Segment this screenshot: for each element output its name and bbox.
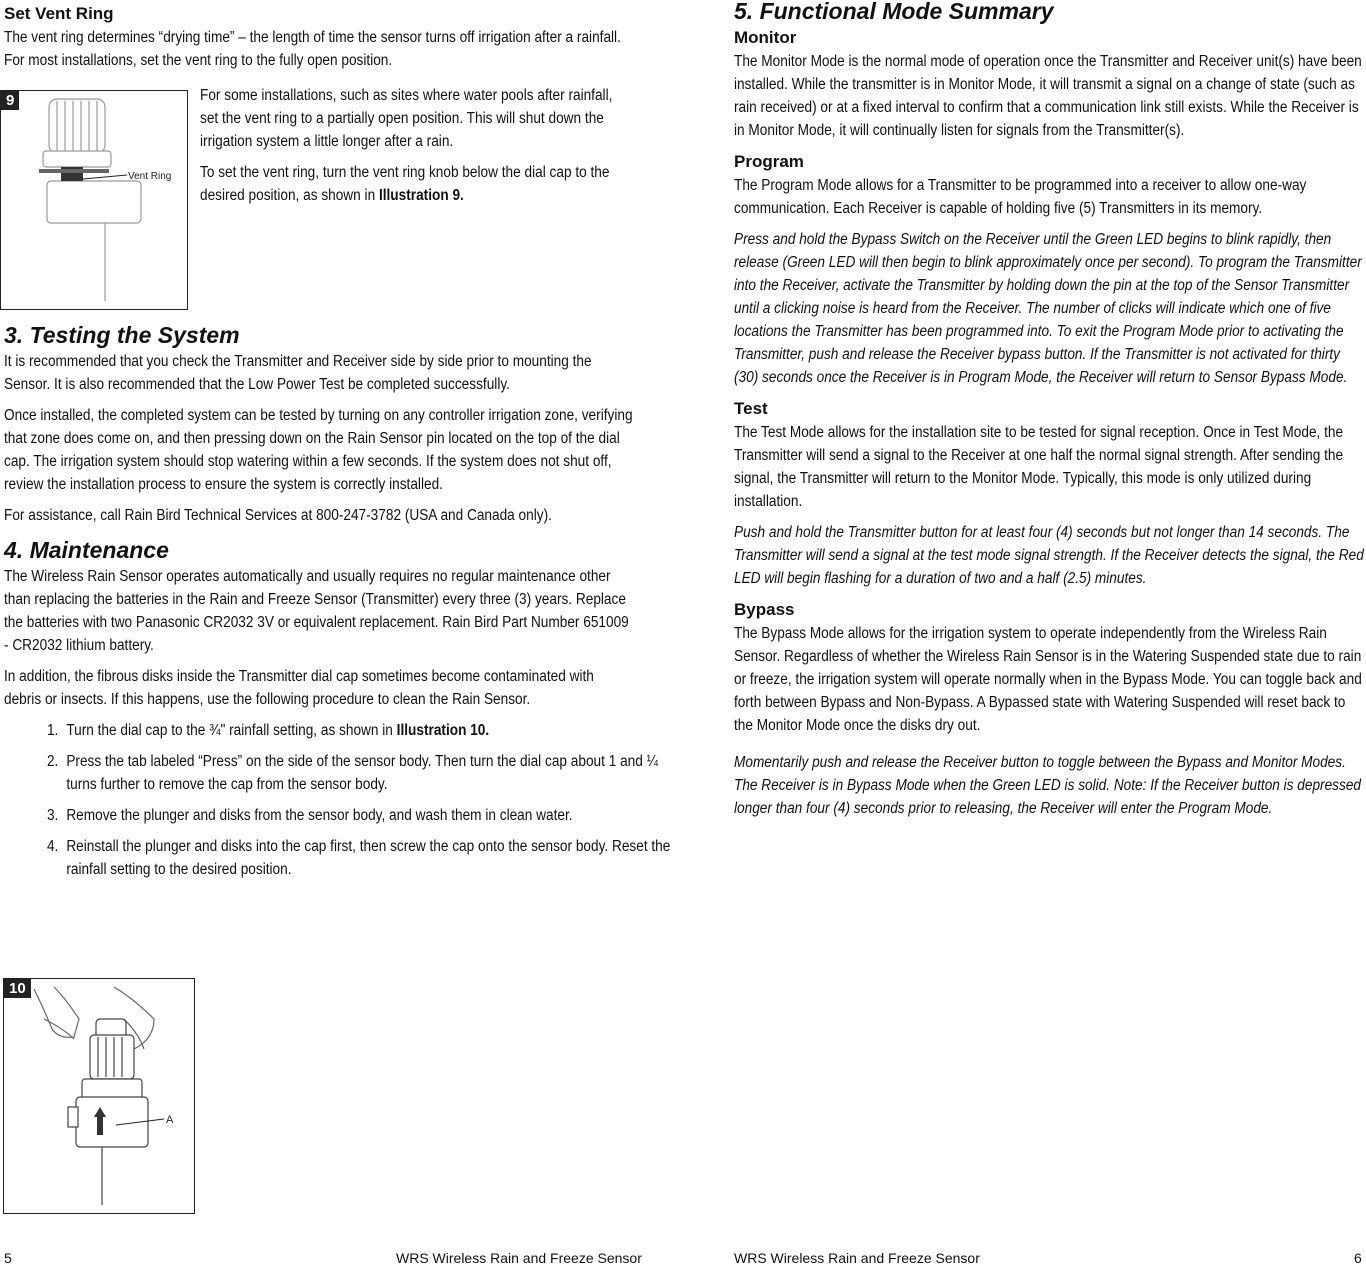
right-footer-page-number: 6 — [1354, 1250, 1362, 1266]
bypass-paragraph-1: The Bypass Mode allows for the irrigation system to operate independently from the Wireless Rain Sensor. Regardless of whether the Wireless Rain Sensor is in the Watering Suspended state due to rain or freeze, the irrigation system will operate normally when in the Bypass Mode. You can toggle back and forth between Bypass and Non-Bypass. A Bypassed state with Watering Suspended will reset back to the Monitor Mode once the disks dry out. — [734, 625, 1362, 734]
illustration-9 — [0, 90, 188, 310]
vent-ring-paragraph-3: To set the vent ring, turn the vent ring knob below the dial cap to the desired position, as shown in Illustration 9. — [200, 164, 610, 204]
maintenance-step: 1. Turn the dial cap to the ¾" rainfall setting, as shown in Illustration 10. — [46, 722, 490, 739]
right-page — [734, 0, 1364, 828]
left-footer-page-number: 5 — [4, 1250, 12, 1266]
vent-ring-part — [39, 167, 109, 181]
vent-ring-paragraph-2: For some installations, such as sites where water pools after rainfall, set the vent ring to a partially open position. This will shut down the irrigation system a little longer after a rain. — [200, 87, 613, 150]
program-paragraph-2: Press and hold the Bypass Switch on the Receiver until the Green LED begins to blink rapidly, then release (Green LED will then begin to blink approximately once per second). To program the Transmitter into the Receiver, activate the Transmitter by holding down the pin at the top of the Sensor Transmitter until a clicking noise is heard from the Receiver. The number of clicks will indicate which one of five locations the Transmitter has been programmed into. To exit the Program Mode prior to activating the Transmitter, push and release the Receiver bypass button. If the Transmitter is not activated for thirty (30) seconds once the Receiver is in Program Mode, the Receiver will return to Sensor Bypass Mode. — [734, 231, 1362, 386]
right-footer-title: WRS Wireless Rain and Freeze Sensor — [734, 1250, 980, 1266]
test-paragraph-1: The Test Mode allows for the installation site to be tested for signal reception. Once in Test Mode, the Transmitter will send a signal to the Receiver at one half the normal signal strength. After sending the signal, the Transmitter will return to the Monitor Mode. Typically, this mode is only utilized during installation. — [734, 424, 1344, 510]
testing-paragraph-2: Once installed, the completed system can be tested by turning on any controller irrigation zone, verifying that zone does come on, and then pressing down on the Rain Sensor pin located on the top of the dial cap. The irrigation system should stop watering within a few seconds. If the system does not shut off, review the installation process to ensure the system is correctly installed. — [4, 407, 633, 493]
monitor-heading: Monitor — [734, 28, 797, 47]
vent-ring-diagram — [1, 91, 187, 309]
test-paragraph-2: Push and hold the Transmitter button for at least four (4) seconds but not longer than 14 seconds. The Transmitter will send a signal at the test mode signal strength. If the Receiver detects the signal, the Red LED will begin flashing for a duration of two and a half (2.5) minutes. — [734, 524, 1364, 587]
testing-paragraph-1: It is recommended that you check the Transmitter and Receiver side by side prior to mounting the Sensor. It is also recommended that the Low Power Test be completed successfully. — [4, 353, 592, 393]
bypass-paragraph-2: Momentarily push and release the Receiver button to toggle between the Bypass and Monitor Modes. The Receiver is in Bypass Mode when the Green LED is solid. Note: If the Receiver button is depressed longer than four (4) seconds prior to releasing, the Receiver will enter the Program Mode. — [734, 754, 1361, 817]
maintenance-step: 3. Remove the plunger and disks from the sensor body, and wash them in clean water. — [46, 807, 573, 824]
maintenance-heading: 4. Maintenance — [4, 537, 169, 563]
maintenance-step: 2. Press the tab labeled “Press” on the side of the sensor body. Then turn the dial cap about 1 and ¼ turns further to remove the cap from the sensor body. — [46, 753, 659, 793]
monitor-paragraph: The Monitor Mode is the normal mode of operation once the Transmitter and Receiver unit(s) have been installed. While the transmitter is in Monitor Mode, it will transmit a signal on a change of state (such as rain received) or at a fixed interval to confirm that a communication link still exists. While the Receiver is in Monitor Mode, it will continually listen for signals from the Transmitter(s). — [734, 53, 1362, 139]
left-page-lower — [4, 320, 671, 889]
test-heading: Test — [734, 399, 768, 418]
vent-ring-label: Vent Ring — [128, 171, 172, 182]
maintenance-steps — [47, 719, 677, 881]
vent-ring-side-text — [200, 84, 630, 215]
functional-mode-heading: 5. Functional Mode Summary — [734, 0, 1054, 24]
set-vent-ring-paragraph: The vent ring determines “drying time” – the length of time the sensor turns off irrigation after a rainfall. For most installations, set the vent ring to the fully open position. — [4, 29, 621, 69]
maintenance-paragraph-1: The Wireless Rain Sensor operates automatically and usually requires no regular maintenance other than replacing the batteries in the Rain and Freeze Sensor (Transmitter) every three (3) years. Replace the batteries with two Panasonic CR2032 3V or equivalent replacement. Rain Bird Part Number 651009 - CR2032 lithium battery. — [4, 568, 629, 654]
illustration-10 — [3, 978, 195, 1214]
maintenance-step: 4. Reinstall the plunger and disks into the cap first, then screw the cap onto the sensor body. Reset the rainfall setting to the desired position. — [46, 838, 671, 878]
callout-a-label: A — [166, 1114, 174, 1126]
left-footer-title: WRS Wireless Rain and Freeze Sensor — [396, 1250, 642, 1266]
testing-paragraph-3: For assistance, call Rain Bird Technical Services at 800-247-3782 (USA and Canada only). — [4, 507, 552, 524]
program-heading: Program — [734, 152, 804, 171]
dial-cap-diagram — [4, 979, 194, 1213]
maintenance-paragraph-2: In addition, the fibrous disks inside the Transmitter dial cap sometimes become contaminated with debris or insects. If this happens, use the following procedure to clean the Rain Sensor. — [4, 668, 594, 708]
left-page — [4, 0, 632, 80]
illustration-10-number: 10 — [4, 979, 31, 998]
program-paragraph-1: The Program Mode allows for a Transmitter to be programmed into a receiver to allow one-way communication. Each Receiver is capable of holding five (5) Transmitters in its memory. — [734, 177, 1307, 217]
set-vent-ring-heading: Set Vent Ring — [4, 4, 114, 23]
testing-system-heading: 3. Testing the System — [4, 322, 240, 348]
illustration-9-number: 9 — [1, 91, 19, 110]
bypass-heading: Bypass — [734, 600, 795, 619]
